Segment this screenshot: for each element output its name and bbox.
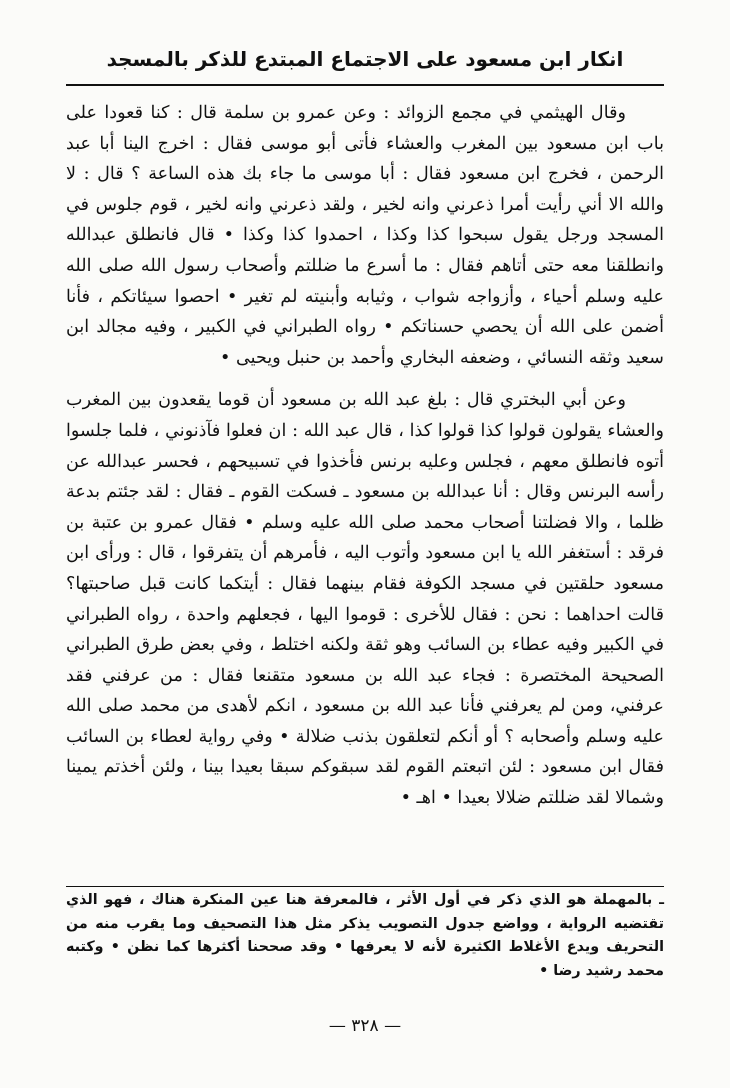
footnote-rule — [66, 886, 664, 887]
footnote: ـ بالمهملة هو الذي ذكر في أول الأثر ، فالمعرفة هنا عين المنكرة هناك ، فهو الذي تقتضيه الرواية ، وواضع جدول التصويب يذكر مثل هذا التصحيف وما يقرب منه من التحريف ويدع الأغلاط الكثيرة لأنه لا يعرفها • وقد صححنا أكثرها كما نظن • وكتبه محمد رشيد رضا • — [66, 892, 664, 979]
page-number: — ٣٢٨ — — [328, 1016, 402, 1036]
running-header: انكار ابن مسعود على الاجتماع المبتدع للذكر بالمسجد — [106, 47, 624, 71]
header-rule — [66, 84, 664, 86]
paragraph-1: وقال الهيثمي في مجمع الزوائد : وعن عمرو بن سلمة قال : كنا قعودا على باب ابن مسعود بين المغرب والعشاء فأتى أبو موسى فقال : اخرج الينا أبا عبد الرحمن ، فخرج ابن مسعود فقال : أبا موسى ما جاء بك هذه الساعة ؟ قال : لا والله الا أني رأيت أمرا ذعرني وانه لخير ، ولقد ذعرني وانه لخير ، قوم جلوس في المسجد ورجل يقول سبحوا كذا وكذا ، احمدوا كذا وكذا • قال فانطلق عبدالله وانطلقنا معه حتى أتاهم فقال : ما أسرع ما ضللتم وأصحاب رسول الله صلى الله عليه وسلم أحياء ، وأزواجه شواب ، وثيابه وأبنيته لم تغير • احصوا سيئاتكم ، فأنا أضمن على الله أن يحصي حسناتكم • رواه الطبراني في الكبير ، وفيه مجالد ابن سعيد وثقه النسائي ، وضعفه البخاري وأحمد بن حنبل ويحيى • — [66, 103, 664, 368]
paragraph-2: وعن أبي البختري قال : بلغ عبد الله بن مسعود أن قوما يقعدون بين المغرب والعشاء يقولون قولوا كذا قولوا كذا ، قال عبد الله : ان فعلوا فآذنوني ، فلما جلسوا أتوه فانطلق معهم ، فجلس وعليه برنس فأخذوا في تسبيحهم ، فحسر عبدالله عن رأسه البرنس وقال : أنا عبدالله بن مسعود ـ فسكت القوم ـ فقال : لقد جئتم بدعة ظلما ، والا فضلتنا أصحاب محمد صلى الله عليه وسلم • فقال عمرو بن عتبة بن فرقد : أستغفر الله يا ابن مسعود وأتوب اليه ، فأمرهم أن يتفرقوا ، قال : ورأى ابن مسعود حلقتين في مسجد الكوفة فقام بينهما فقال : أيتكما كانت قبل صاحبتها؟ قالت احداهما : نحن : فقال للأخرى : قوموا اليها ، فجعلهم واحدة ، رواه الطبراني في الكبير وفيه عطاء بن السائب وهو ثقة ولكنه اختلط ، وفي بعض طرق الطبراني الصحيحة المختصرة : فجاء عبد الله بن مسعود متقنعا فقال : من عرفني فقد عرفني، ومن لم يعرفني فأنا عبد الله بن مسعود ، انكم لأهدى من محمد صلى الله عليه وسلم وأصحابه ؟ أو أنكم لتعلقون بذنب ضلالة • وفي رواية لعطاء بن السائب فقال ابن مسعود : لئن اتبعتم القوم لقد سبقوكم سبقا بعيدا بينا ، ولئن أخذتم يمينا وشمالا لقد ضللتم ضلالا بعيدا • اهـ • — [66, 390, 664, 809]
main-text — [66, 98, 664, 814]
